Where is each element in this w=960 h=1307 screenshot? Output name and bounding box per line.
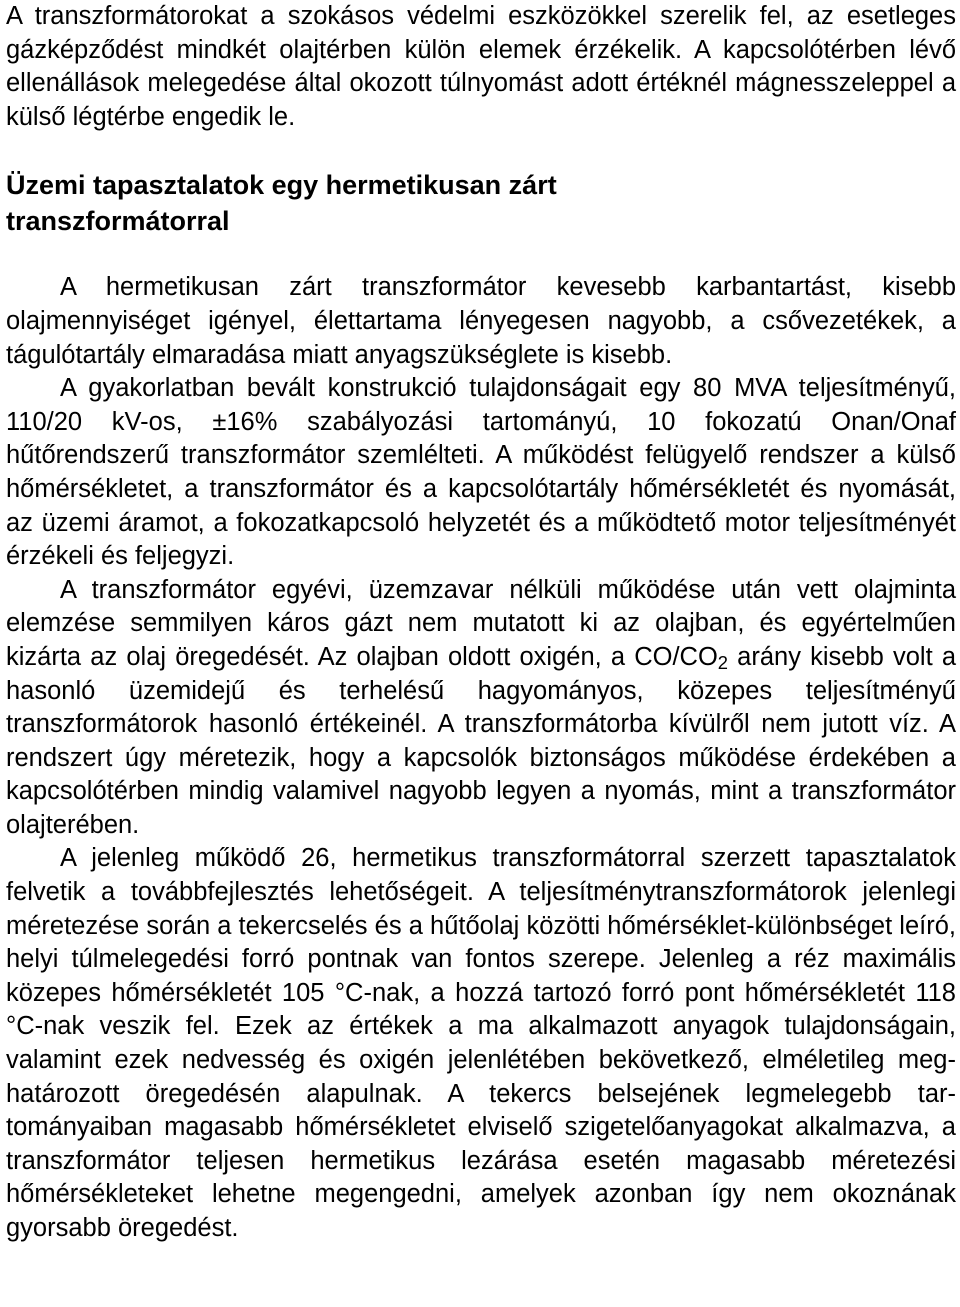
co2-subscript: 2 xyxy=(717,651,729,673)
intro-paragraph: A transzformátorokat a szokásos védelmi eszközökkel szerelik fel, az esetleges gázképződést mindkét olajtérben külön elemek érzékelik. A kapcsolótérben lévő ellenállások melegedése által okozott túlnyomást adott értéknél mágnesszeleppel a külső légtérbe engedik le. xyxy=(6,2,956,131)
paragraph-3-text-end: arány kisebb volt a hasonló üzemidejű és terhelésű hagyományos, közepes teljesítményű transzformátorok hasonló értékeinél. A transzformátorba kívülről nem jutott víz. A rendszert úgy méretezik, hogy a kapcsolók biztonságos működése érdekében a kapcsolótérben mindig valamivel nagyobb legyen a nyomás, mint a transzformátor olajterében. xyxy=(6,642,957,839)
paragraph-4: A jelenleg működő 26, hermetikus transzformátorral szerzett tapasztalatok felvetik a továbbfejlesztés lehetőségeit. A teljesítménytranszformátorok jelenlegi méretezése során a tekercselés és a hűtőolaj közötti hőmérséklet-különbséget leíró, helyi túlmelegedési forró pontnak van fontos szerepe. Jelenleg a réz maximális közepes hőmérsékletét 105 °C-nak, a hozzá tartozó forró pont hőmérsékletét 118 °C-nak veszik fel. Ezek az értékek a ma alkalmazott anyagok tulajdonságain, valamint ezek nedvesség és oxigén jelenlétében bekövetkező, elméletileg meghatározott öregedésén alapulnak. A tekercs belsejének legmelegebb tartományaiban magasabb hőmérsékletet elviselő szigetelőanyagokat alkalmazva, a transzformátor teljesen hermetikus lezárása esetén magasabb méretezési hőmérsékleteket lehetne megengedni, amelyek azonban így nem okoznának gyorsabb öregedést. xyxy=(6,844,956,1242)
paragraph-2: A gyakorlatban bevált konstrukció tulajdonságait egy 80 MVA teljesítményű, 110/20 kV-os, ±16% szabályozási tartományú, 10 fokozatú Onan/Onaf hűtőrendszerű transzformátor szemlélteti. A működést felügyelő rendszer a külső hőmérsékletet, a transzformátor és a kapcsolótartály hőmérsékletét és nyomását, az üzemi áramot, a fokozatkapcsoló helyzetét és a működtető motor teljesítményét érzékeli és feljegyzi. xyxy=(6,374,956,571)
document-page xyxy=(6,0,956,1246)
paragraph-3 xyxy=(6,574,956,843)
section-heading: Üzemi tapasztalatok egy hermetikusan zárt transzformátorral xyxy=(6,170,557,237)
paragraph-1: A hermetikusan zárt transzformátor kevesebb karbantartást, kisebb olajmennyiséget igényel, élettartama lényegesen nagyobb, a csővezetékek, a tágulótartály elmaradása miatt anyagszükséglete is kisebb. xyxy=(6,273,956,369)
paragraph-3-text-start: A transzformátor egyévi, üzemzavar nélküli működése után vett olajminta elemzése semmilyen káros gázt nem mutatott ki az olajban, és egyértelműen kizárta az olaj öregedését. Az olajban oldott oxigén, a CO/CO xyxy=(6,575,956,671)
